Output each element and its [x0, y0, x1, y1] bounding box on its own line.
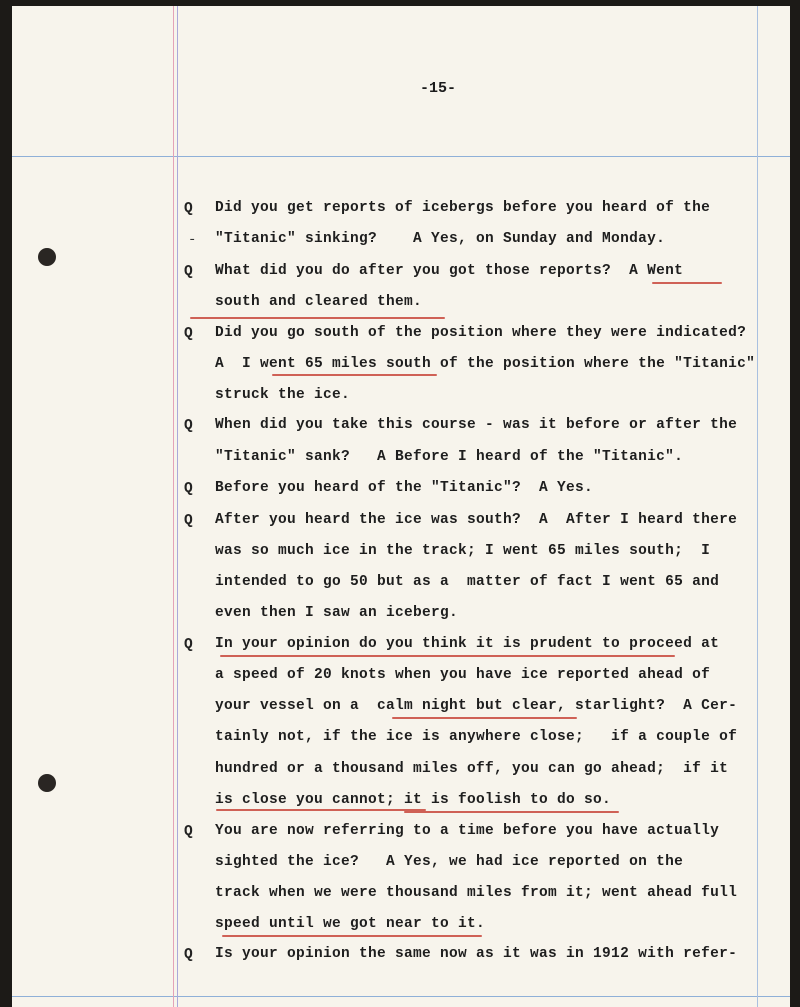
ruled-line: [12, 156, 790, 157]
question-marker: Q: [184, 326, 193, 342]
text-line: hundred or a thousand miles off, you can go ahead; if it: [215, 761, 729, 777]
dash-marker: -: [188, 232, 197, 248]
text-line: tainly not, if the ice is anywhere close; if a couple of: [215, 729, 738, 745]
text-line: is close you cannot; it is foolish to do so.: [215, 792, 612, 808]
text-line: "Titanic" sinking? A Yes, on Sunday and Monday.: [215, 231, 666, 247]
ruled-line: [12, 996, 790, 997]
text-line: After you heard the ice was south? A After I heard there: [215, 512, 738, 528]
pencil-underline: [272, 374, 437, 376]
text-line: was so much ice in the track; I went 65 miles south; I: [215, 543, 711, 559]
pencil-underline: [190, 317, 445, 319]
question-marker: Q: [184, 201, 193, 217]
text-line: You are now referring to a time before you have actually: [215, 823, 720, 839]
text-line: What did you do after you got those reports? A Went: [215, 263, 684, 279]
text-line: a speed of 20 knots when you have ice reported ahead of: [215, 667, 711, 683]
margin-line: [173, 6, 174, 1007]
question-marker: Q: [184, 264, 193, 280]
text-line: Is your opinion the same now as it was in 1912 with refer-: [215, 946, 738, 962]
pencil-underline: [652, 282, 722, 284]
pencil-underline: [404, 811, 619, 813]
pencil-underline: [216, 809, 426, 811]
margin-line: [757, 6, 758, 1007]
text-line: In your opinion do you think it is prudent to proceed at: [215, 636, 720, 652]
question-marker: Q: [184, 637, 193, 653]
text-line: track when we were thousand miles from it; went ahead full: [215, 885, 738, 901]
punch-hole: [38, 248, 56, 266]
text-line: struck the ice.: [215, 387, 351, 403]
margin-line: [177, 6, 178, 1007]
text-line: south and cleared them.: [215, 294, 423, 310]
text-line: intended to go 50 but as a matter of fact I went 65 and: [215, 574, 720, 590]
text-line: sighted the ice? A Yes, we had ice reported on the: [215, 854, 684, 870]
document-page: [12, 6, 790, 1007]
pencil-underline: [220, 655, 675, 657]
text-line: speed until we got near to it.: [215, 916, 486, 932]
question-marker: Q: [184, 418, 193, 434]
text-line: When did you take this course - was it before or after the: [215, 417, 738, 433]
text-line: Did you get reports of icebergs before you heard of the: [215, 200, 711, 216]
pencil-underline: [392, 717, 577, 719]
text-line: A I went 65 miles south of the position where the "Titanic": [215, 356, 756, 372]
text-line: "Titanic" sank? A Before I heard of the "Titanic".: [215, 449, 684, 465]
text-line: Before you heard of the "Titanic"? A Yes.: [215, 480, 594, 496]
punch-hole: [38, 774, 56, 792]
question-marker: Q: [184, 947, 193, 963]
text-line: your vessel on a calm night but clear, starlight? A Cer-: [215, 698, 738, 714]
question-marker: Q: [184, 481, 193, 497]
page-number: -15-: [420, 80, 457, 97]
text-line: even then I saw an iceberg.: [215, 605, 459, 621]
question-marker: Q: [184, 824, 193, 840]
text-line: Did you go south of the position where they were indicated?: [215, 325, 747, 341]
pencil-underline: [222, 935, 482, 937]
question-marker: Q: [184, 513, 193, 529]
